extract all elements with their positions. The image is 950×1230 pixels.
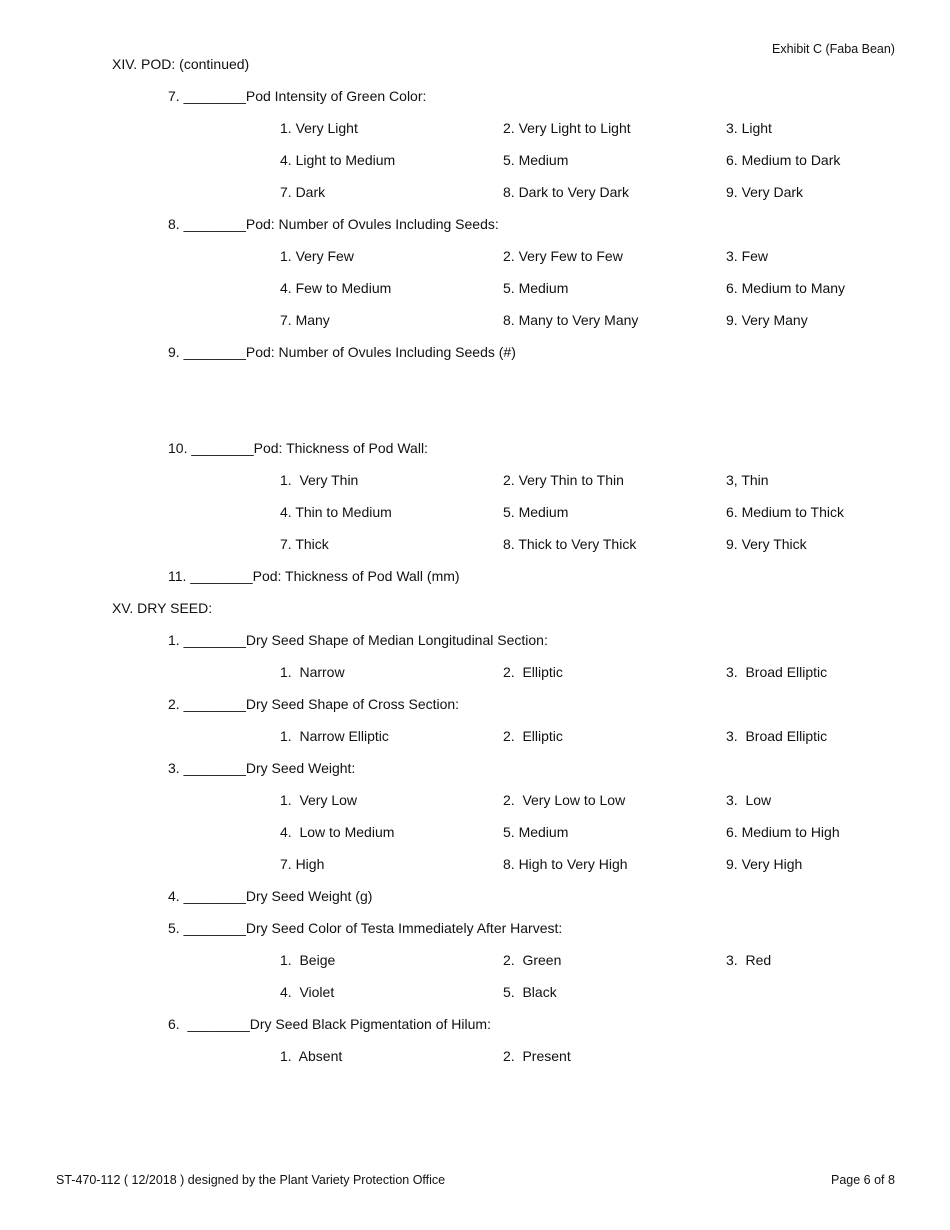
option-label: 3. Broad Elliptic: [726, 728, 828, 744]
question-label: 9. ________Pod: Number of Ovules Including Seeds (#): [168, 344, 516, 360]
option-label: 4. Light to Medium: [280, 152, 396, 168]
option-label: 5. Black: [503, 984, 557, 1000]
option-label: 6. Medium to High: [726, 824, 840, 840]
option-label: 2. Very Few to Few: [503, 248, 623, 264]
option-label: 2. Green: [503, 952, 562, 968]
option-label: 7. Thick: [280, 536, 329, 552]
option-label: 3. Light: [726, 120, 772, 136]
option-label: 9. Very Thick: [726, 536, 807, 552]
option-label: 3. Few: [726, 248, 769, 264]
option-label: 1. Very Low: [280, 792, 358, 808]
question-label: 10. ________Pod: Thickness of Pod Wall:: [168, 440, 428, 456]
option-label: 3, Thin: [726, 472, 769, 488]
option-label: 6. Medium to Dark: [726, 152, 841, 168]
question-label: 2. ________Dry Seed Shape of Cross Section:: [168, 696, 460, 712]
option-label: 1. Narrow: [280, 664, 345, 680]
option-label: 5. Medium: [503, 504, 569, 520]
footer-form-id: ST-470-112 ( 12/2018 ) designed by the Plant Variety Protection Office: [56, 1173, 446, 1187]
option-label: 7. High: [280, 856, 325, 872]
option-label: 2. Elliptic: [503, 728, 563, 744]
question-label: 5. ________Dry Seed Color of Testa Immediately After Harvest:: [168, 920, 563, 936]
option-label: 2. Present: [503, 1048, 571, 1064]
option-label: 1. Very Thin: [280, 472, 359, 488]
option-label: 1. Narrow Elliptic: [280, 728, 389, 744]
option-label: 4. Violet: [280, 984, 335, 1000]
option-label: 7. Dark: [280, 184, 326, 200]
option-label: 8. Dark to Very Dark: [503, 184, 630, 200]
option-label: 3. Broad Elliptic: [726, 664, 828, 680]
option-label: 7. Many: [280, 312, 330, 328]
page-number: Page 6 of 8: [831, 1173, 895, 1187]
option-label: 4. Low to Medium: [280, 824, 395, 840]
option-label: 2. Very Low to Low: [503, 792, 626, 808]
question-label: 1. ________Dry Seed Shape of Median Longitudinal Section:: [168, 632, 548, 648]
question-label: 11. ________Pod: Thickness of Pod Wall (mm): [168, 568, 460, 584]
option-label: 1. Absent: [280, 1048, 343, 1064]
option-label: 8. High to Very High: [503, 856, 628, 872]
option-label: 8. Many to Very Many: [503, 312, 639, 328]
option-label: 2. Very Thin to Thin: [503, 472, 624, 488]
option-label: 8. Thick to Very Thick: [503, 536, 637, 552]
question-label: 4. ________Dry Seed Weight (g): [168, 888, 373, 904]
section-heading: XV. DRY SEED:: [112, 600, 213, 616]
option-label: 9. Very Dark: [726, 184, 804, 200]
question-label: 7. ________Pod Intensity of Green Color:: [168, 88, 427, 104]
exhibit-label: Exhibit C (Faba Bean): [772, 42, 895, 56]
option-label: 3. Low: [726, 792, 772, 808]
question-label: 6. ________Dry Seed Black Pigmentation of Hilum:: [168, 1016, 491, 1032]
option-label: 4. Thin to Medium: [280, 504, 392, 520]
option-label: 6. Medium to Many: [726, 280, 846, 296]
option-label: 4. Few to Medium: [280, 280, 392, 296]
option-label: 9. Very Many: [726, 312, 808, 328]
question-label: 8. ________Pod: Number of Ovules Including Seeds:: [168, 216, 499, 232]
option-label: 5. Medium: [503, 280, 569, 296]
question-label: 3. ________Dry Seed Weight:: [168, 760, 356, 776]
option-label: 6. Medium to Thick: [726, 504, 845, 520]
option-label: 1. Very Few: [280, 248, 354, 264]
option-label: 5. Medium: [503, 824, 569, 840]
option-label: 9. Very High: [726, 856, 803, 872]
option-label: 2. Elliptic: [503, 664, 563, 680]
option-label: 3. Red: [726, 952, 772, 968]
section-heading: XIV. POD: (continued): [112, 56, 250, 72]
option-label: 1. Beige: [280, 952, 336, 968]
option-label: 2. Very Light to Light: [503, 120, 631, 136]
option-label: 1. Very Light: [280, 120, 358, 136]
option-label: 5. Medium: [503, 152, 569, 168]
